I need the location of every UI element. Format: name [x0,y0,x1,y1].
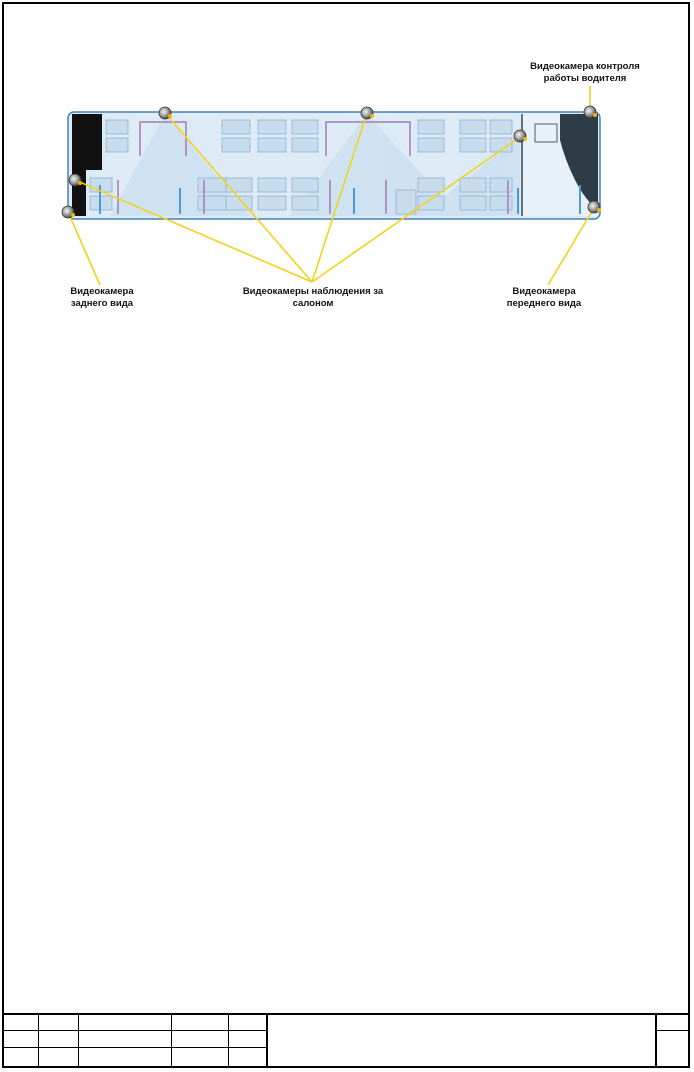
title-block-top-border [2,1013,690,1015]
title-block-col-divider [655,1013,657,1068]
title-block [2,1013,690,1068]
title-block-sheet-divider [655,1030,690,1031]
cabin-cameras-label-line2: салоном [292,298,334,309]
title-block-col-divider [266,1013,268,1068]
dome-camera-icon [159,107,172,119]
rear-camera-label-line1: Видеокамера [70,286,134,297]
rear-camera-label-line2: заднего вида [70,298,134,309]
bus-top-view [68,112,600,219]
title-block-col-divider [78,1013,79,1068]
dome-camera-icon [584,106,597,118]
front-camera-label [494,286,594,310]
cabin-cameras-label-line1: Видеокамеры наблюдения за [242,286,384,297]
title-block-col-divider [38,1013,39,1068]
rear-camera-label [50,286,154,310]
title-block-col-divider [171,1013,172,1068]
driver-camera-label [520,61,650,85]
dome-camera-icon [361,107,374,119]
front-camera-label-line2: переднего вида [506,298,582,309]
driver-camera-label-line2: работы водителя [543,73,627,84]
driver-camera-label-line1: Видеокамера контроля [530,61,640,72]
front-camera-label-line1: Видеокамера [512,286,576,297]
cabin-cameras-label [236,286,390,310]
title-block-col-divider [228,1013,229,1068]
